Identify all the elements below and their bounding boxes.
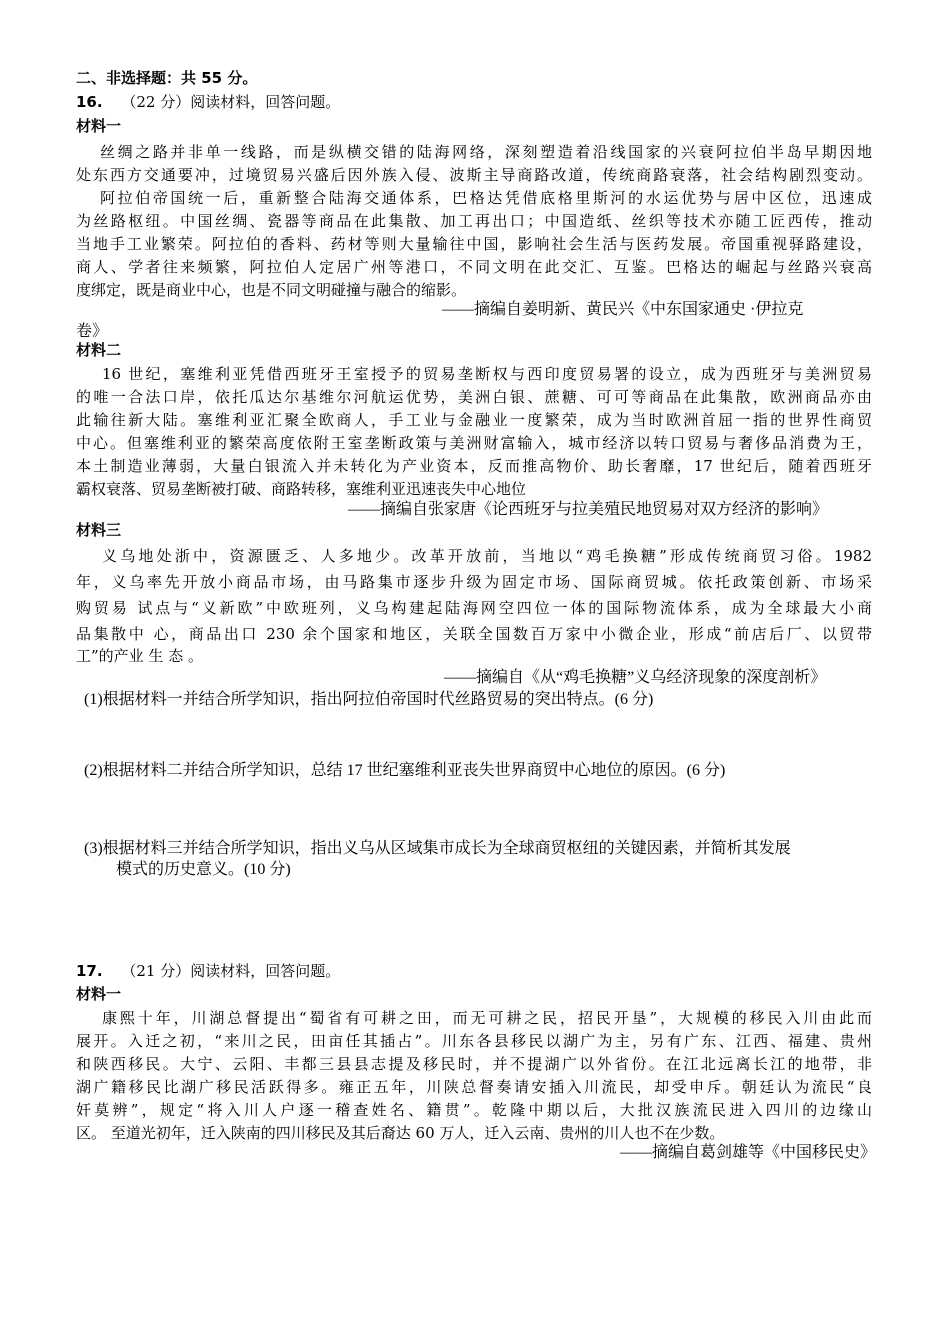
q16-m3-source: ——摘编自《从“鸡毛换糖”义乌经济现象的深度剖析》 [444, 669, 827, 686]
q16-m1-source: ——摘编自姜明新、黄民兴《中东国家通史 ·伊拉克 [442, 301, 804, 318]
q17-m1-paragraph-line: 湖广籍移民比湖广移民活跃得多。雍正五年，川陕总督奏请安插入川流民，却受申斥。朝廷认为流民“良 [76, 1078, 872, 1096]
q16-m1-source-continued: 卷》 [76, 323, 109, 340]
question-17-prompt: （21 分）阅读材料，回答问题。 [121, 962, 341, 980]
q17-m1-paragraph-line: 和陕西移民。大宁、云阳、丰都三县县志提及移民时，并不提湖广以外省份。在江北远离长江的地带，非 [76, 1055, 872, 1073]
q16-subquestion-3: (3)根据材料三并结合所学知识，指出义乌从区域集市成长为全球商贸枢纽的关键因素，并简析其发展 [84, 840, 791, 857]
q16-m3-paragraph-line: 年，义乌率先开放小商品市场，由马路集市逐步升级为固定市场、国际商贸城。依托政策创新、市场采 [76, 573, 872, 591]
q17-m1-paragraph-line: 区。 至道光初年，迁入陕南的四川移民及其后裔达 60 万人，迁入云南、贵州的川人也不在少数。 [76, 1124, 725, 1142]
q16-m3-paragraph-line: 品集散中 心，商品出口 230 余个国家和地区，关联全国数百万家中小微企业，形成“前店后厂、以贸带 [76, 625, 872, 643]
question-16-number: 16. [76, 93, 103, 111]
q16-m2-paragraph-line: 中心。但塞维利亚的繁荣高度依附王室垄断政策与美洲财富输入，城市经济以转口贸易与奢侈品消费为王， [76, 434, 872, 452]
q16-m1-paragraph-line: 当地手工业繁荣。阿拉伯的香料、药材等则大量输往中国，影响社会生活与医药发展。帝国重视驿路建设， [76, 235, 872, 253]
question-16-header [76, 92, 340, 112]
q16-m3-paragraph-line: 义乌地处浙中，资源匮乏、人多地少。改革开放前，当地以“鸡毛换糖”形成传统商贸习俗。1982 [102, 547, 872, 565]
q17-m1-paragraph-line: 展开。入迁之初，“来川之民，田亩任其插占”。川东各县移民以湖广为主，另有广东、江西、福建、贵州 [76, 1032, 872, 1050]
q16-m1-paragraph-line: 阿拉伯帝国统一后，重新整合陆海交通体系，巴格达凭借底格里斯河的水运优势与居中区位，迅速成 [100, 189, 872, 207]
q16-m2-paragraph-line: 16 世纪，塞维利亚凭借西班牙王室授予的贸易垄断权与西印度贸易署的设立，成为西班牙与美洲贸易 [102, 365, 872, 383]
q17-m1-source: ——摘编自葛剑雄等《中国移民史》 [620, 1144, 877, 1161]
section-heading: 二、非选择题：共 55 分。 [76, 69, 258, 87]
q16-m2-paragraph-line: 此输往新大陆。塞维利亚汇聚全欧商人，手工业与金融业一度繁荣，成为当时欧洲首屈一指的世界性商贸 [76, 411, 872, 429]
q16-m2-paragraph-line: 的唯一合法口岸，依托瓜达尔基维尔河航运优势，美洲白银、蔗糖、可可等商品在此集散，欧洲商品亦由 [76, 388, 872, 406]
q16-m3-paragraph-line: 工”的产业 生 态 。 [76, 647, 203, 665]
q16-material-2-label: 材料二 [76, 341, 122, 359]
q16-m1-paragraph-line: 处东西方交通要冲，过境贸易兴盛后因外族入侵、波斯主导商路改道，传统商路衰落，社会结构剧烈变动。 [76, 166, 872, 184]
q17-m1-paragraph-line: 康熙十年，川湖总督提出“蜀省有可耕之田，而无可耕之民，招民开垦”，大规模的移民入川由此而 [102, 1009, 872, 1027]
q16-m2-paragraph-line: 霸权衰落、贸易垄断被打破、商路转移，塞维利亚迅速丧失中心地位 [76, 480, 527, 498]
q16-m1-paragraph-line: 度绑定，既是商业中心，也是不同文明碰撞与融合的缩影。 [76, 281, 467, 299]
q16-m2-source: ——摘编自张家唐《论西班牙与拉美殖民地贸易对双方经济的影响》 [348, 501, 829, 518]
q16-m1-paragraph-line: 商人、学者往来频繁，阿拉伯人定居广州等港口，不同文明在此交汇、互鉴。巴格达的崛起与丝路兴衰高 [76, 258, 872, 276]
question-17-number: 17. [76, 962, 103, 980]
q16-subquestion-1: (1)根据材料一并结合所学知识，指出阿拉伯帝国时代丝路贸易的突出特点。(6 分) [84, 691, 654, 708]
q16-m2-paragraph-line: 本土制造业薄弱，大量白银流入并未转化为产业资本，反而推高物价、助长奢靡，17 世纪后，随着西班牙 [76, 457, 872, 475]
q17-material-1-label: 材料一 [76, 985, 122, 1003]
question-17-header [76, 961, 340, 981]
q16-m1-paragraph-line: 为丝路枢纽。中国丝绸、瓷器等商品在此集散、加工再出口；中国造纸、丝织等技术亦随工匠西传，推动 [76, 212, 872, 230]
question-16-prompt: （22 分）阅读材料，回答问题。 [121, 93, 341, 111]
q16-subquestion-2: (2)根据材料二并结合所学知识，总结 17 世纪塞维利亚丧失世界商贸中心地位的原因。(6 分) [84, 762, 726, 779]
q16-material-1-label: 材料一 [76, 117, 122, 135]
q16-subquestion-3-continued: 模式的历史意义。(10 分) [116, 861, 291, 878]
q16-material-3-label: 材料三 [76, 521, 122, 539]
q16-m3-paragraph-line: 购贸易 试点与“义新欧”中欧班列，义乌构建起陆海网空四位一体的国际物流体系，成为全球最大小商 [76, 599, 872, 617]
q17-m1-paragraph-line: 奸莫辨”，规定“将入川人户逐一稽查姓名、籍贯”。乾隆中期以后，大批汉族流民进入四川的边缘山 [76, 1101, 872, 1119]
q16-m1-paragraph-line: 丝绸之路并非单一线路，而是纵横交错的陆海网络，深刻塑造着沿线国家的兴衰阿拉伯半岛早期因地 [100, 143, 872, 161]
